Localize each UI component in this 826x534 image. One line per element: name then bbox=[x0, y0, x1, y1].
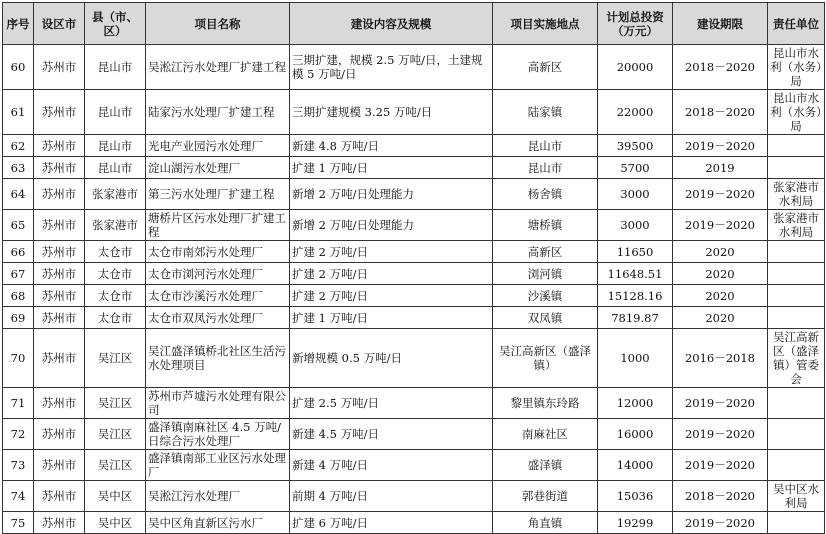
cell-investment: 1000 bbox=[598, 329, 673, 388]
cell-city: 苏州市 bbox=[34, 135, 85, 157]
cell-period: 2018－2020 bbox=[673, 481, 768, 512]
cell-no: 60 bbox=[3, 45, 34, 90]
cell-investment: 12000 bbox=[598, 388, 673, 419]
cell-investment: 15128.16 bbox=[598, 285, 673, 307]
cell-site: 昆山市 bbox=[493, 157, 598, 179]
cell-period: 2018－2020 bbox=[673, 90, 768, 135]
cell-county: 太仓市 bbox=[85, 285, 146, 307]
cell-content: 扩建 2.5 万吨/日 bbox=[290, 388, 493, 419]
cell-project-name: 淀山湖污水处理厂 bbox=[146, 157, 290, 179]
cell-site: 高新区 bbox=[493, 45, 598, 90]
cell-project-name: 陆家污水处理厂扩建工程 bbox=[146, 90, 290, 135]
cell-investment: 39500 bbox=[598, 135, 673, 157]
cell-period: 2019－2020 bbox=[673, 512, 768, 534]
cell-city: 苏州市 bbox=[34, 329, 85, 388]
cell-city: 苏州市 bbox=[34, 210, 85, 241]
cell-city: 苏州市 bbox=[34, 157, 85, 179]
cell-city: 苏州市 bbox=[34, 179, 85, 210]
cell-no: 72 bbox=[3, 419, 34, 450]
cell-content: 新增规模 0.5 万吨/日 bbox=[290, 329, 493, 388]
cell-unit bbox=[768, 512, 825, 534]
header-project-name: 项目名称 bbox=[146, 3, 290, 45]
cell-project-name: 盛泽镇南部工业区污水处理厂 bbox=[146, 450, 290, 481]
cell-city: 苏州市 bbox=[34, 388, 85, 419]
cell-project-name: 吴淞江污水处理厂扩建工程 bbox=[146, 45, 290, 90]
table-row bbox=[3, 388, 825, 419]
cell-county: 昆山市 bbox=[85, 157, 146, 179]
cell-no: 61 bbox=[3, 90, 34, 135]
cell-period: 2020 bbox=[673, 307, 768, 329]
cell-city: 苏州市 bbox=[34, 45, 85, 90]
header-county: 县（市、区） bbox=[85, 3, 146, 45]
cell-county: 张家港市 bbox=[85, 179, 146, 210]
cell-no: 68 bbox=[3, 285, 34, 307]
header-site: 项目实施地点 bbox=[493, 3, 598, 45]
cell-content: 三期扩建规模 3.25 万吨/日 bbox=[290, 90, 493, 135]
cell-county: 吴中区 bbox=[85, 481, 146, 512]
cell-content: 新增 2 万吨/日处理能力 bbox=[290, 179, 493, 210]
table-row bbox=[3, 285, 825, 307]
cell-unit bbox=[768, 450, 825, 481]
table-row bbox=[3, 329, 825, 388]
cell-investment: 19299 bbox=[598, 512, 673, 534]
cell-investment: 14000 bbox=[598, 450, 673, 481]
cell-county: 太仓市 bbox=[85, 263, 146, 285]
cell-investment: 15036 bbox=[598, 481, 673, 512]
header-content: 建设内容及规模 bbox=[290, 3, 493, 45]
cell-period: 2019－2020 bbox=[673, 179, 768, 210]
cell-county: 昆山市 bbox=[85, 90, 146, 135]
cell-content: 扩建 2 万吨/日 bbox=[290, 285, 493, 307]
cell-no: 66 bbox=[3, 241, 34, 263]
cell-content: 扩建 1 万吨/日 bbox=[290, 157, 493, 179]
cell-content: 新增 2 万吨/日处理能力 bbox=[290, 210, 493, 241]
cell-unit bbox=[768, 307, 825, 329]
cell-investment: 5700 bbox=[598, 157, 673, 179]
cell-county: 吴江区 bbox=[85, 388, 146, 419]
cell-period: 2020 bbox=[673, 241, 768, 263]
cell-period: 2019－2020 bbox=[673, 388, 768, 419]
cell-site: 双凤镇 bbox=[493, 307, 598, 329]
cell-no: 69 bbox=[3, 307, 34, 329]
cell-county: 张家港市 bbox=[85, 210, 146, 241]
cell-project-name: 吴江盛泽镇桥北社区生活污水处理项目 bbox=[146, 329, 290, 388]
cell-project-name: 苏州市芦墟污水处理有限公司 bbox=[146, 388, 290, 419]
cell-site: 塘桥镇 bbox=[493, 210, 598, 241]
cell-investment: 20000 bbox=[598, 45, 673, 90]
cell-county: 吴中区 bbox=[85, 512, 146, 534]
cell-unit: 吴江高新区（盛泽镇）管委会 bbox=[768, 329, 825, 388]
cell-county: 太仓市 bbox=[85, 307, 146, 329]
table-row bbox=[3, 210, 825, 241]
cell-city: 苏州市 bbox=[34, 450, 85, 481]
cell-project-name: 塘桥片区污水处理厂扩建工程 bbox=[146, 210, 290, 241]
cell-site: 沙溪镇 bbox=[493, 285, 598, 307]
cell-content: 扩建 6 万吨/日 bbox=[290, 512, 493, 534]
table-row bbox=[3, 179, 825, 210]
cell-no: 71 bbox=[3, 388, 34, 419]
cell-unit: 昆山市水利（水务）局 bbox=[768, 90, 825, 135]
cell-no: 75 bbox=[3, 512, 34, 534]
cell-site: 角直镇 bbox=[493, 512, 598, 534]
cell-site: 昆山市 bbox=[493, 135, 598, 157]
cell-no: 67 bbox=[3, 263, 34, 285]
table-row bbox=[3, 307, 825, 329]
cell-content: 新建 4 万吨/日 bbox=[290, 450, 493, 481]
table-row bbox=[3, 157, 825, 179]
cell-site: 吴江高新区（盛泽镇） bbox=[493, 329, 598, 388]
cell-investment: 11650 bbox=[598, 241, 673, 263]
cell-project-name: 吴中区角直新区污水厂 bbox=[146, 512, 290, 534]
cell-project-name: 吴淞江污水处理厂 bbox=[146, 481, 290, 512]
cell-unit: 昆山市水利（水务）局 bbox=[768, 45, 825, 90]
cell-content: 扩建 2 万吨/日 bbox=[290, 241, 493, 263]
header-investment: 计划总投资（万元） bbox=[598, 3, 673, 45]
cell-project-name: 太仓市浏河污水处理厂 bbox=[146, 263, 290, 285]
cell-city: 苏州市 bbox=[34, 241, 85, 263]
cell-no: 70 bbox=[3, 329, 34, 388]
cell-content: 新建 4.5 万吨/日 bbox=[290, 419, 493, 450]
cell-period: 2019－2020 bbox=[673, 450, 768, 481]
cell-city: 苏州市 bbox=[34, 307, 85, 329]
cell-no: 73 bbox=[3, 450, 34, 481]
cell-period: 2018－2020 bbox=[673, 45, 768, 90]
cell-investment: 11648.51 bbox=[598, 263, 673, 285]
cell-city: 苏州市 bbox=[34, 90, 85, 135]
cell-project-name: 光电产业园污水处理厂 bbox=[146, 135, 290, 157]
cell-unit bbox=[768, 135, 825, 157]
cell-project-name: 太仓市南郊污水处理厂 bbox=[146, 241, 290, 263]
cell-content: 扩建 2 万吨/日 bbox=[290, 263, 493, 285]
cell-county: 吴江区 bbox=[85, 450, 146, 481]
header-row bbox=[3, 3, 825, 45]
table-row bbox=[3, 90, 825, 135]
cell-investment: 3000 bbox=[598, 210, 673, 241]
cell-no: 65 bbox=[3, 210, 34, 241]
header-city: 设区市 bbox=[34, 3, 85, 45]
cell-county: 吴江区 bbox=[85, 419, 146, 450]
cell-site: 郭巷街道 bbox=[493, 481, 598, 512]
cell-period: 2019－2020 bbox=[673, 210, 768, 241]
cell-county: 昆山市 bbox=[85, 45, 146, 90]
cell-no: 64 bbox=[3, 179, 34, 210]
cell-investment: 7819.87 bbox=[598, 307, 673, 329]
cell-investment: 3000 bbox=[598, 179, 673, 210]
cell-unit bbox=[768, 285, 825, 307]
cell-project-name: 盛泽镇南麻社区 4.5 万吨/日综合污水处理厂 bbox=[146, 419, 290, 450]
cell-content: 三期扩建，规模 2.5 万吨/日，土建规模 5 万吨/日 bbox=[290, 45, 493, 90]
cell-site: 盛泽镇 bbox=[493, 450, 598, 481]
table-row bbox=[3, 419, 825, 450]
table-row bbox=[3, 241, 825, 263]
cell-site: 南麻社区 bbox=[493, 419, 598, 450]
cell-no: 74 bbox=[3, 481, 34, 512]
cell-content: 新建 4.8 万吨/日 bbox=[290, 135, 493, 157]
table-row bbox=[3, 481, 825, 512]
cell-unit: 吴中区水利局 bbox=[768, 481, 825, 512]
cell-investment: 22000 bbox=[598, 90, 673, 135]
cell-project-name: 太仓市双凤污水处理厂 bbox=[146, 307, 290, 329]
cell-site: 黎里镇东玲路 bbox=[493, 388, 598, 419]
cell-county: 太仓市 bbox=[85, 241, 146, 263]
cell-county: 昆山市 bbox=[85, 135, 146, 157]
cell-unit bbox=[768, 388, 825, 419]
cell-content: 扩建 1 万吨/日 bbox=[290, 307, 493, 329]
cell-city: 苏州市 bbox=[34, 481, 85, 512]
cell-unit bbox=[768, 241, 825, 263]
table-row bbox=[3, 450, 825, 481]
cell-site: 高新区 bbox=[493, 241, 598, 263]
cell-period: 2019 bbox=[673, 157, 768, 179]
header-unit: 责任单位 bbox=[768, 3, 825, 45]
table-row bbox=[3, 512, 825, 534]
cell-period: 2019－2020 bbox=[673, 419, 768, 450]
cell-site: 浏河镇 bbox=[493, 263, 598, 285]
cell-no: 63 bbox=[3, 157, 34, 179]
cell-site: 陆家镇 bbox=[493, 90, 598, 135]
cell-investment: 16000 bbox=[598, 419, 673, 450]
cell-unit: 张家港市水利局 bbox=[768, 210, 825, 241]
cell-unit bbox=[768, 157, 825, 179]
cell-city: 苏州市 bbox=[34, 285, 85, 307]
cell-period: 2016－2018 bbox=[673, 329, 768, 388]
table-row bbox=[3, 135, 825, 157]
cell-county: 吴江区 bbox=[85, 329, 146, 388]
cell-city: 苏州市 bbox=[34, 263, 85, 285]
cell-site: 杨舍镇 bbox=[493, 179, 598, 210]
cell-unit bbox=[768, 419, 825, 450]
cell-period: 2020 bbox=[673, 263, 768, 285]
header-no: 序号 bbox=[3, 3, 34, 45]
cell-unit bbox=[768, 263, 825, 285]
cell-unit: 张家港市水利局 bbox=[768, 179, 825, 210]
project-table bbox=[2, 2, 825, 534]
table-row bbox=[3, 45, 825, 90]
table-row bbox=[3, 263, 825, 285]
cell-city: 苏州市 bbox=[34, 419, 85, 450]
cell-content: 前期 4 万吨/日 bbox=[290, 481, 493, 512]
cell-period: 2020 bbox=[673, 285, 768, 307]
cell-project-name: 第三污水处理厂扩建工程 bbox=[146, 179, 290, 210]
header-period: 建设期限 bbox=[673, 3, 768, 45]
cell-period: 2019－2020 bbox=[673, 135, 768, 157]
cell-city: 苏州市 bbox=[34, 512, 85, 534]
cell-no: 62 bbox=[3, 135, 34, 157]
cell-project-name: 太仓市沙溪污水处理厂 bbox=[146, 285, 290, 307]
